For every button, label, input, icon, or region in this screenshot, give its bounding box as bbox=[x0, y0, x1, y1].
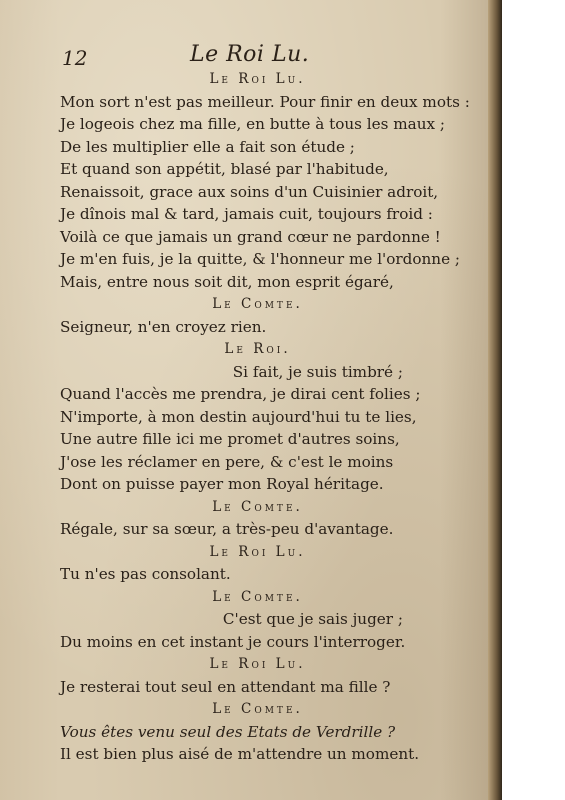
verse-line: Quand l'accès me prendra, je dirai cent folies ; bbox=[60, 385, 421, 403]
speaker-name: Le Comte. bbox=[212, 296, 303, 312]
verse-line: Régale, sur sa sœur, a très-peu d'avantage. bbox=[60, 520, 394, 538]
verse-line: Une autre fille ici me promet d'autres soins, bbox=[60, 430, 400, 448]
speaker-name: Le Roi Lu. bbox=[209, 71, 306, 87]
verse-line: Dont on puisse payer mon Royal héritage. bbox=[60, 475, 384, 493]
page-header bbox=[0, 40, 500, 70]
page-binding-edge bbox=[488, 0, 502, 800]
speaker-name: Le Roi Lu. bbox=[209, 656, 306, 672]
speaker-name: Le Roi Lu. bbox=[209, 543, 306, 560]
verse-line: Je logeois chez ma fille, en butte à tous les maux ; bbox=[60, 115, 445, 133]
verse-line: Seigneur, n'en croyez rien. bbox=[60, 317, 267, 336]
verse-line: De les multiplier elle a fait son étude ; bbox=[60, 137, 355, 156]
verse-line: J'ose les réclamer en pere, & c'est le moins bbox=[60, 452, 394, 471]
verse-line: N'importe, à mon destin aujourd'hui tu te lies, bbox=[60, 407, 417, 426]
play-text bbox=[60, 68, 470, 766]
verse-line: Tu n'es pas consolant. bbox=[60, 565, 231, 583]
verse-line: Il est bien plus aisé de m'attendre un moment. bbox=[60, 745, 420, 763]
verse-line: Et quand son appétit, blasé par l'habitude, bbox=[60, 160, 389, 178]
page-number: 12 bbox=[62, 46, 88, 70]
verse-line: Mon sort n'est pas meilleur. Pour finir en deux mots : bbox=[60, 92, 470, 111]
speaker-name: Le Comte. bbox=[212, 498, 303, 515]
speaker-name: Le Roi. bbox=[224, 341, 291, 357]
verse-line: C'est que je sais juger ; bbox=[222, 610, 403, 628]
speaker-name: Le Comte. bbox=[212, 588, 303, 605]
verse-line: Je m'en fuis, je la quitte, & l'honneur me l'ordonne ; bbox=[60, 250, 460, 268]
verse-line: Voilà ce que jamais un grand cœur ne pardonne ! bbox=[60, 227, 441, 246]
verse-line: Je resterai tout seul en attendant ma fille ? bbox=[60, 677, 391, 696]
speaker-name: Le Comte. bbox=[212, 701, 303, 717]
verse-line: Du moins en cet instant je cours l'interroger. bbox=[60, 632, 406, 651]
verse-line: Vous êtes venu seul des Etats de Verdrille ? bbox=[60, 722, 396, 741]
verse-line: Renaissoit, grace aux soins d'un Cuisinier adroit, bbox=[60, 182, 439, 201]
verse-line: Mais, entre nous soit dit, mon esprit égaré, bbox=[60, 272, 394, 291]
running-title: Le Roi Lu. bbox=[190, 42, 310, 67]
verse-line: Je dînois mal & tard, jamais cuit, toujours froid : bbox=[60, 205, 433, 223]
verse-line: Si fait, je suis timbré ; bbox=[232, 362, 403, 381]
